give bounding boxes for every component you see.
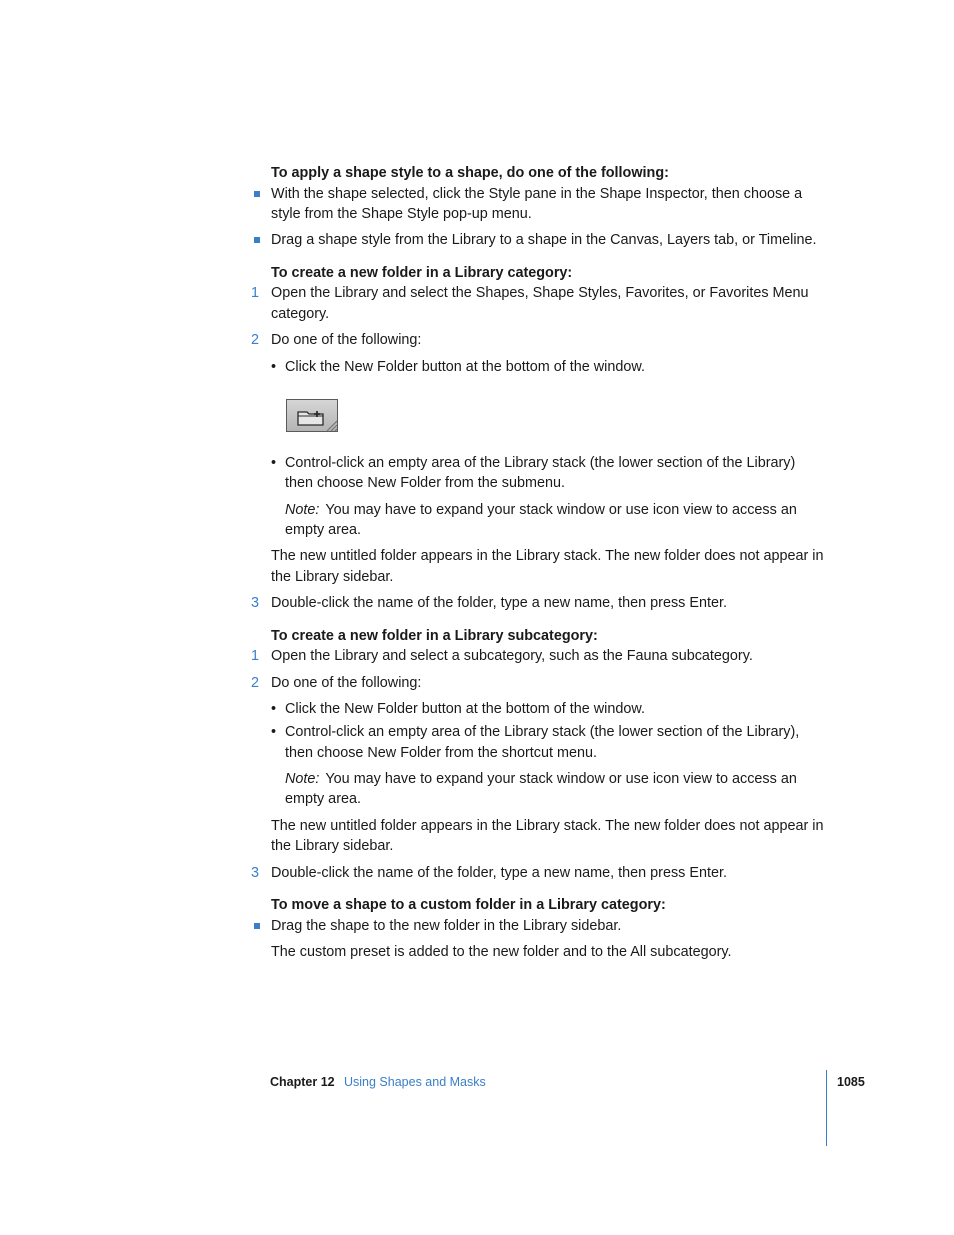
folder-category-result-line-1: The new untitled folder appears in the Library stack. The new folder does not appear in bbox=[271, 548, 824, 564]
folder-category-heading: To create a new folder in a Library category: bbox=[271, 265, 573, 281]
note-label: Note: bbox=[285, 502, 320, 518]
footer-chapter-title-link[interactable]: Using Shapes and Masks bbox=[344, 1075, 486, 1089]
page-number: 1085 bbox=[837, 1075, 865, 1089]
folder-category-step-1-line-1: Open the Library and select the Shapes, Shape Styles, Favorites, or Favorites Menu bbox=[271, 285, 809, 301]
folder-category-step-3: Double-click the name of the folder, type a new name, then press Enter. bbox=[271, 595, 727, 611]
folder-subcategory-result-line-1: The new untitled folder appears in the Library stack. The new folder does not appear in bbox=[271, 818, 824, 834]
note-text: You may have to expand your stack window or use icon view to access an bbox=[325, 771, 797, 787]
step-number: 2 bbox=[251, 675, 260, 691]
folder-category-step-1-line-2: category. bbox=[271, 306, 330, 322]
folder-subcategory-note-line-1 bbox=[285, 769, 830, 790]
folder-category-result-line-2: the Library sidebar. bbox=[271, 569, 394, 585]
folder-subcategory-result-line-2: the Library sidebar. bbox=[271, 838, 394, 854]
sub-bullet: • bbox=[271, 455, 277, 471]
note-text: You may have to expand your stack window or use icon view to access an bbox=[325, 502, 797, 518]
apply-style-heading: To apply a shape style to a shape, do one of the following: bbox=[271, 165, 669, 181]
sub-bullet: • bbox=[271, 359, 277, 375]
folder-subcategory-sub-2-line-1: Control-click an empty area of the Library stack (the lower section of the Library), bbox=[285, 724, 800, 740]
folder-subcategory-note-line-2: empty area. bbox=[285, 791, 361, 807]
footer-chapter: Chapter 12 bbox=[270, 1075, 335, 1089]
new-folder-button[interactable] bbox=[286, 399, 338, 432]
folder-subcategory-step-1: Open the Library and select a subcategory, such as the Fauna subcategory. bbox=[271, 648, 753, 664]
move-shape-heading: To move a shape to a custom folder in a Library category: bbox=[271, 897, 666, 913]
new-folder-icon bbox=[287, 400, 339, 433]
bullet-marker bbox=[254, 923, 260, 929]
apply-style-bullet-1-line-2: style from the Shape Style pop-up menu. bbox=[271, 206, 532, 222]
note-label: Note: bbox=[285, 771, 320, 787]
apply-style-bullet-2: Drag a shape style from the Library to a shape in the Canvas, Layers tab, or Timeline. bbox=[271, 232, 817, 248]
folder-category-step-2: Do one of the following: bbox=[271, 332, 422, 348]
folder-subcategory-heading: To create a new folder in a Library subcategory: bbox=[271, 628, 598, 644]
folder-category-note-line-2: empty area. bbox=[285, 522, 361, 538]
bullet-marker bbox=[254, 237, 260, 243]
sub-bullet: • bbox=[271, 724, 277, 740]
folder-category-note-line-1 bbox=[285, 500, 830, 521]
step-number: 3 bbox=[251, 865, 260, 881]
folder-subcategory-sub-2-line-2: then choose New Folder from the shortcut menu. bbox=[285, 745, 597, 761]
move-shape-result: The custom preset is added to the new folder and to the All subcategory. bbox=[271, 944, 732, 960]
step-number: 2 bbox=[251, 332, 260, 348]
folder-category-sub-2-line-1: Control-click an empty area of the Library stack (the lower section of the Library) bbox=[285, 455, 796, 471]
folder-subcategory-step-3: Double-click the name of the folder, type a new name, then press Enter. bbox=[271, 865, 727, 881]
move-shape-bullet-1: Drag the shape to the new folder in the Library sidebar. bbox=[271, 918, 622, 934]
folder-subcategory-step-2: Do one of the following: bbox=[271, 675, 422, 691]
step-number: 1 bbox=[251, 285, 260, 301]
sub-bullet: • bbox=[271, 701, 277, 717]
footer-divider bbox=[826, 1070, 827, 1146]
folder-category-sub-1: Click the New Folder button at the bottom of the window. bbox=[285, 359, 645, 375]
folder-category-sub-2-line-2: then choose New Folder from the submenu. bbox=[285, 475, 565, 491]
bullet-marker bbox=[254, 191, 260, 197]
apply-style-bullet-1-line-1: With the shape selected, click the Style pane in the Shape Inspector, then choose a bbox=[271, 186, 803, 202]
step-number: 3 bbox=[251, 595, 260, 611]
folder-subcategory-sub-1: Click the New Folder button at the bottom of the window. bbox=[285, 701, 645, 717]
step-number: 1 bbox=[251, 648, 260, 664]
